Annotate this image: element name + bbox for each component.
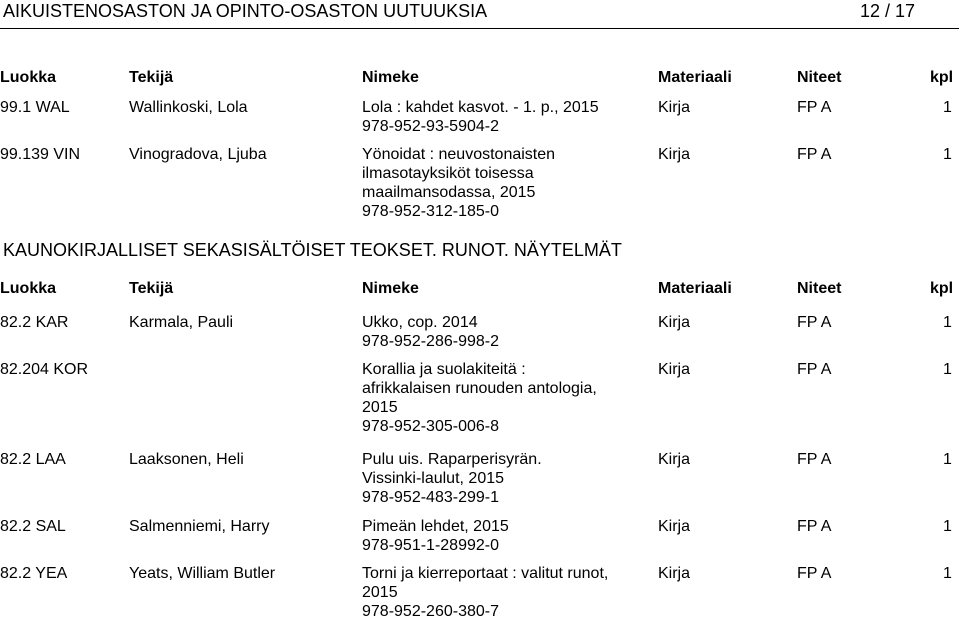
section-title: KAUNOKIRJALLISET SEKASISÄLTÖISET TEOKSET. RUNOT. NÄYTELMÄT	[3, 240, 622, 260]
materiaali-cell: Kirja	[658, 518, 691, 535]
tekija-cell: Wallinkoski, Lola	[129, 99, 248, 116]
isbn-line: 978-952-260-380-7	[362, 603, 499, 620]
isbn-line: 978-952-312-185-0	[362, 203, 499, 220]
nimeke-line: maailmansodassa, 2015	[362, 184, 536, 201]
nimeke-cell	[362, 145, 555, 221]
column-header-niteet: Niteet	[797, 280, 842, 297]
nimeke-cell	[362, 313, 499, 351]
materiaali-cell: Kirja	[658, 565, 691, 582]
materiaali-cell: Kirja	[658, 314, 691, 331]
luokka-cell: 99.139 VIN	[0, 146, 81, 163]
nimeke-line: Lola : kahdet kasvot. - 1. p., 2015	[362, 99, 599, 116]
nimeke-line: afrikkalaisen runouden antologia,	[362, 380, 597, 397]
isbn-line: 978-952-93-5904-2	[362, 118, 499, 135]
kpl-cell: 1	[943, 146, 952, 163]
nimeke-line: Pulu uis. Raparperisyrän.	[362, 451, 542, 468]
nimeke-line: ilmasotayksiköt toisessa	[362, 165, 534, 182]
nimeke-cell	[362, 98, 599, 136]
column-header-materiaali: Materiaali	[658, 280, 732, 297]
nimeke-line: Vissinki-laulut, 2015	[362, 470, 505, 487]
tekija-cell: Laaksonen, Heli	[129, 451, 244, 468]
nimeke-line: 2015	[362, 399, 398, 416]
column-header-row	[0, 69, 959, 89]
luokka-cell: 82.2 LAA	[0, 451, 66, 468]
column-header-materiaali: Materiaali	[658, 69, 732, 86]
tekija-cell: Salmenniemi, Harry	[129, 518, 270, 535]
nimeke-line: 2015	[362, 584, 398, 601]
column-header-kpl: kpl	[930, 69, 954, 86]
document-title: AIKUISTENOSASTON JA OPINTO-OSASTON UUTUUKSIA	[3, 1, 488, 21]
page-number: 12 / 17	[859, 1, 915, 21]
nimeke-line: Yönoidat : neuvostonaisten	[362, 146, 556, 163]
isbn-line: 978-951-1-28992-0	[362, 537, 499, 554]
niteet-cell: FP A	[797, 314, 832, 331]
luokka-cell: 82.2 SAL	[0, 518, 66, 535]
nimeke-line: Ukko, cop. 2014	[362, 314, 478, 331]
materiaali-cell: Kirja	[658, 451, 691, 468]
column-header-tekija: Tekijä	[129, 280, 174, 297]
materiaali-cell: Kirja	[658, 146, 691, 163]
niteet-cell: FP A	[797, 565, 832, 582]
column-header-luokka: Luokka	[0, 69, 57, 86]
column-header-row	[0, 280, 959, 300]
kpl-cell: 1	[943, 451, 952, 468]
luokka-cell: 99.1 WAL	[0, 99, 70, 116]
kpl-cell: 1	[943, 565, 952, 582]
column-header-nimeke: Nimeke	[362, 69, 419, 86]
nimeke-cell	[362, 564, 608, 621]
tekija-cell: Karmala, Pauli	[129, 314, 234, 331]
header-divider	[0, 28, 959, 29]
kpl-cell: 1	[943, 314, 952, 331]
niteet-cell: FP A	[797, 146, 832, 163]
isbn-line: 978-952-286-998-2	[362, 333, 499, 350]
nimeke-cell	[362, 517, 509, 555]
niteet-cell: FP A	[797, 518, 832, 535]
nimeke-cell	[362, 450, 542, 507]
column-header-tekija: Tekijä	[129, 69, 174, 86]
column-header-kpl: kpl	[930, 280, 954, 297]
materiaali-cell: Kirja	[658, 361, 691, 378]
kpl-cell: 1	[943, 361, 952, 378]
niteet-cell: FP A	[797, 361, 832, 378]
column-header-niteet: Niteet	[797, 69, 842, 86]
tekija-cell: Vinogradova, Ljuba	[129, 146, 267, 163]
materiaali-cell: Kirja	[658, 99, 691, 116]
kpl-cell: 1	[943, 518, 952, 535]
nimeke-line: Pimeän lehdet, 2015	[362, 518, 509, 535]
nimeke-line: Korallia ja suolakiteitä :	[362, 361, 526, 378]
niteet-cell: FP A	[797, 99, 832, 116]
niteet-cell: FP A	[797, 451, 832, 468]
luokka-cell: 82.2 KAR	[0, 314, 69, 331]
kpl-cell: 1	[943, 99, 952, 116]
column-header-nimeke: Nimeke	[362, 280, 419, 297]
isbn-line: 978-952-483-299-1	[362, 489, 499, 506]
page-header	[0, 0, 959, 24]
nimeke-cell	[362, 360, 597, 436]
isbn-line: 978-952-305-006-8	[362, 418, 499, 435]
column-header-luokka: Luokka	[0, 280, 57, 297]
tekija-cell: Yeats, William Butler	[129, 565, 276, 582]
luokka-cell: 82.2 YEA	[0, 565, 68, 582]
luokka-cell: 82.204 KOR	[0, 361, 89, 378]
nimeke-line: Torni ja kierreportaat : valitut runot,	[362, 565, 609, 582]
